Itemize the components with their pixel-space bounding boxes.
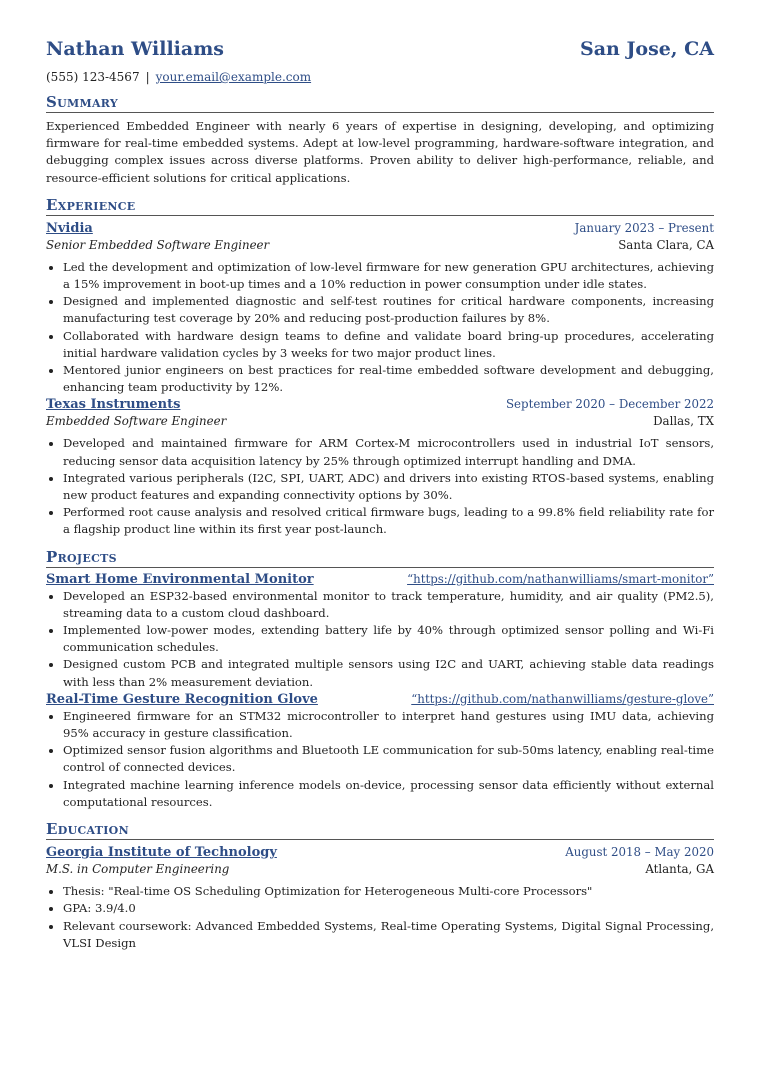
job-header — [46, 221, 714, 236]
bullet-item: • Implemented low-power modes, extending battery life by 40% through optimized sensor polling and Wi-Fi communication schedules. — [63, 622, 714, 656]
job-location: Dallas, TX — [653, 414, 714, 429]
project-header — [46, 692, 714, 707]
bullet-item: • Integrated various peripherals (I2C, SPI, UART, ADC) and drivers into existing RTOS-based systems, enabling new product features and expanding connectivity options by 30%. — [63, 470, 714, 504]
job-subheader — [46, 414, 714, 428]
education-header — [46, 845, 714, 860]
experience-section — [46, 196, 714, 539]
job-header — [46, 397, 714, 412]
education-bullets — [46, 883, 714, 952]
summary-heading: Summary — [46, 93, 714, 113]
education-dates: August 2018 – May 2020 — [565, 845, 714, 860]
bullet-item: • Relevant coursework: Advanced Embedded Systems, Real-time Operating Systems, Digital Signal Processing, VLSI Design — [63, 918, 714, 952]
project-entry — [46, 692, 714, 811]
phone-number: (555) 123-4567 — [46, 70, 140, 84]
job-entry — [46, 221, 714, 397]
project-link[interactable]: “https://github.com/nathanwilliams/smart-monitor” — [407, 571, 714, 586]
email-link[interactable]: your.email@example.com — [155, 70, 312, 84]
project-name[interactable]: Smart Home Environmental Monitor — [46, 571, 314, 587]
bullet-item: • Integrated machine learning inference models on-device, processing sensor data efficiently without external computational resources. — [63, 777, 714, 811]
job-role: Embedded Software Engineer — [46, 414, 227, 429]
job-subheader — [46, 238, 714, 252]
job-role: Senior Embedded Software Engineer — [46, 237, 270, 252]
job-location: Santa Clara, CA — [618, 237, 714, 252]
education-section — [46, 820, 714, 952]
candidate-city: San Jose, CA — [579, 38, 714, 60]
bullet-item: • Performed root cause analysis and resolved critical firmware bugs, leading to a 99.8% field reliability rate for a flagship product line within its first year post-launch. — [63, 504, 714, 538]
school-name[interactable]: Georgia Institute of Technology — [46, 845, 277, 861]
projects-section — [46, 548, 714, 811]
project-bullets — [46, 588, 714, 691]
bullet-item: • Developed an ESP32-based environmental monitor to track temperature, humidity, and air quality (PM2.5), streaming data to a custom cloud dashboard. — [63, 588, 714, 622]
candidate-name: Nathan Williams — [46, 38, 224, 60]
summary-text: Experienced Embedded Engineer with nearly 6 years of expertise in designing, developing, and optimizing firmware for real-time embedded systems. Adept at low-level programming, hardware-software integration, and debugging complex issues across diverse platforms. Proven ability to deliver high-performance, reliable, and resource-efficient solutions for critical applications. — [46, 119, 714, 185]
degree: M.S. in Computer Engineering — [46, 862, 230, 877]
project-link[interactable]: “https://github.com/nathanwilliams/gesture-glove” — [411, 691, 714, 706]
project-name[interactable]: Real-Time Gesture Recognition Glove — [46, 691, 318, 707]
resume-header — [46, 38, 714, 68]
job-dates: January 2023 – Present — [574, 220, 714, 235]
project-bullets — [46, 708, 714, 811]
project-header — [46, 572, 714, 587]
job-entry — [46, 397, 714, 538]
experience-heading: Experience — [46, 196, 714, 216]
job-bullets — [46, 259, 714, 397]
projects-heading: Projects — [46, 548, 714, 568]
bullet-item: • Mentored junior engineers on best practices for real-time embedded software development and debugging, enhancing team productivity by 12%. — [63, 362, 714, 396]
contact-separator: | — [145, 70, 150, 84]
bullet-item: • Designed and implemented diagnostic and self-test routines for critical hardware components, increasing manufacturing test coverage by 20% and reducing post-production failures by 8%. — [63, 293, 714, 327]
job-dates: September 2020 – December 2022 — [505, 397, 714, 412]
education-subheader — [46, 862, 714, 876]
contact-line — [46, 70, 714, 84]
education-location: Atlanta, GA — [645, 862, 714, 877]
education-heading: Education — [46, 820, 714, 840]
company-name[interactable]: Nvidia — [46, 220, 93, 236]
summary-section — [46, 93, 714, 187]
company-name[interactable]: Texas Instruments — [46, 397, 181, 413]
bullet-item: • Led the development and optimization of low-level firmware for new generation GPU architectures, achieving a 15% improvement in boot-up times and a 10% reduction in power consumption under idle states. — [63, 259, 714, 293]
bullet-item: • GPA: 3.9/4.0 — [63, 900, 714, 917]
bullet-item: • Designed custom PCB and integrated multiple sensors using I2C and UART, achieving stable data readings with less than 2% measurement deviation. — [63, 656, 714, 690]
bullet-item: • Thesis: "Real-time OS Scheduling Optimization for Heterogeneous Multi-core Processors" — [63, 883, 714, 900]
bullet-item: • Optimized sensor fusion algorithms and Bluetooth LE communication for sub-50ms latency, enabling real-time control of connected devices. — [63, 742, 714, 776]
project-entry — [46, 572, 714, 691]
bullet-item: • Collaborated with hardware design teams to define and validate board bring-up procedures, accelerating initial hardware validation cycles by 3 weeks for two major product lines. — [63, 328, 714, 362]
job-bullets — [46, 435, 714, 538]
bullet-item: • Developed and maintained firmware for ARM Cortex-M microcontrollers used in industrial IoT sensors, reducing sensor data acquisition latency by 25% through optimized interrupt handling and DMA. — [63, 435, 714, 469]
bullet-item: • Engineered firmware for an STM32 microcontroller to interpret hand gestures using IMU data, achieving 95% accuracy in gesture classification. — [63, 708, 714, 742]
